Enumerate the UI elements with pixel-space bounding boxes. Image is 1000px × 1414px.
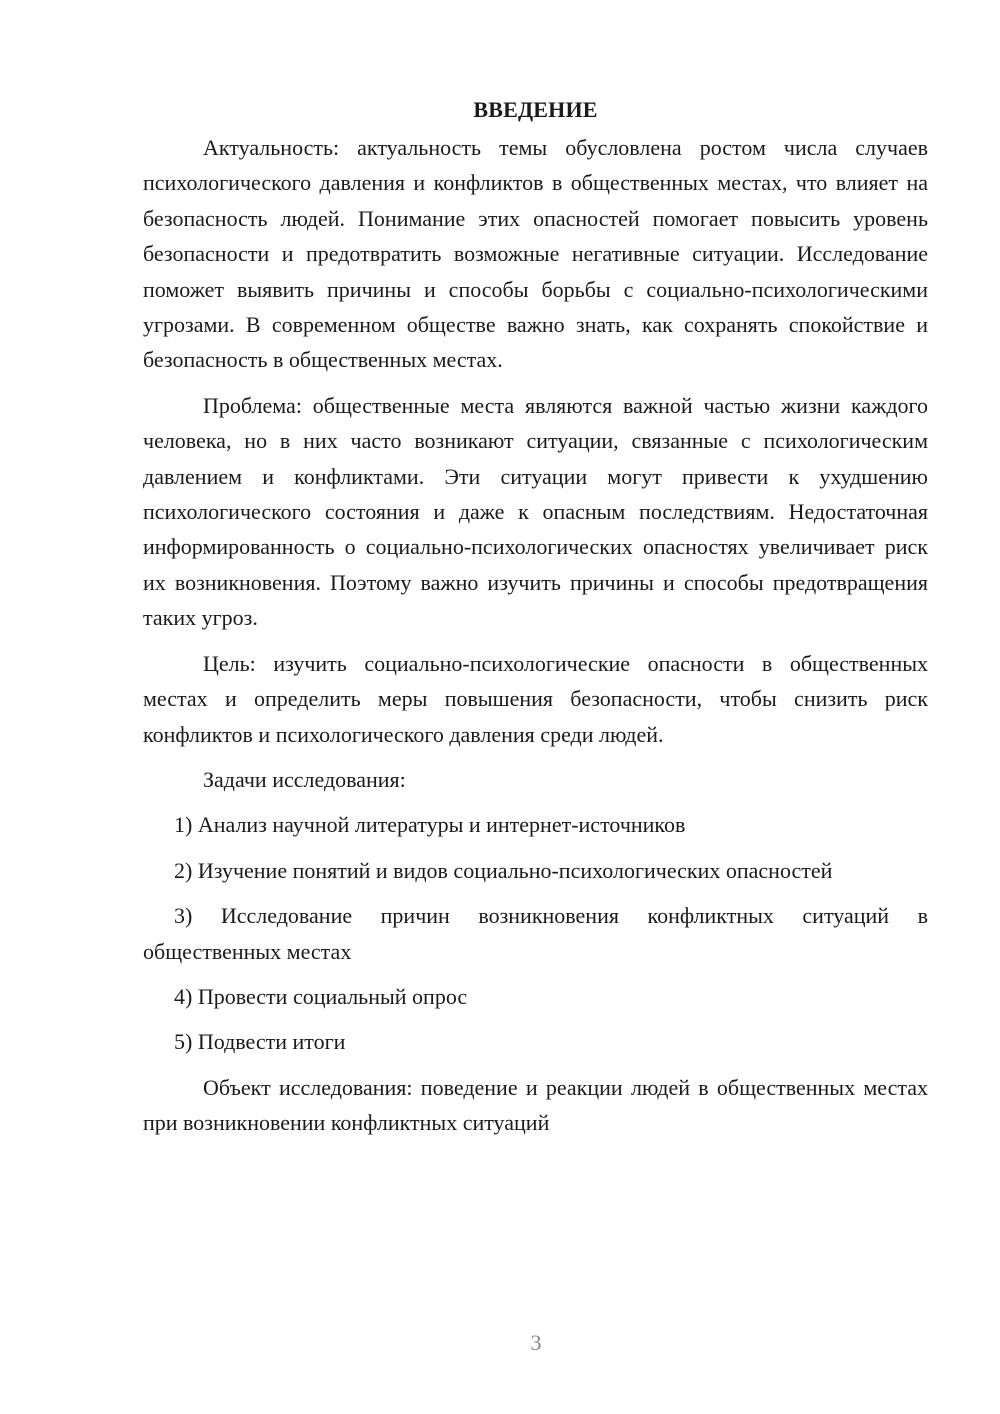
paragraph-problem: Проблема: общественные места являются важной частью жизни каждого человека, но в них часто возникают ситуации, связанные с психологическим давлением и конфликтами. Эти ситуации могут привести к ухудшению психологического состояния и даже к опасным последствиям. Недостаточная информированность о социально-психологических опасностях увеличивает риск их возникновения. Поэтому важно изучить причины и способы предотвращения таких угроз. bbox=[143, 392, 928, 631]
paragraph-relevance: Актуальность: актуальность темы обусловлена ростом числа случаев психологического давления и конфликтов в общественных местах, что влияет на безопасность людей. Понимание этих опасностей помогает повысить уровень безопасности и предотвратить возможные негативные ситуации. Исследование поможет выявить причины и способы борьбы с социально-психологическими угрозами. В современном обществе важно знать, как сохранять спокойствие и безопасность в общественных местах. bbox=[143, 135, 928, 373]
paragraph-goal: Цель: изучить социально-психологические опасности в общественных местах и определить меры повышения безопасности, чтобы снизить риск конфликтов и психологического давления среди людей. bbox=[143, 650, 928, 747]
list-item: 1) Анализ научной литературы и интернет-источников bbox=[174, 812, 686, 838]
tasks-list bbox=[143, 807, 928, 1059]
tasks-title: Задачи исследования: bbox=[203, 766, 406, 792]
page-heading: ВВЕДЕНИЕ bbox=[473, 97, 598, 122]
list-item: 2) Изучение понятий и видов социально-психологических опасностей bbox=[174, 857, 833, 883]
page-number: 3 bbox=[530, 1330, 542, 1355]
document-page bbox=[143, 92, 928, 1151]
list-item: 3) Исследование причин возникновения конфликтных ситуаций в общественных местах bbox=[143, 903, 928, 964]
list-item: 5) Подвести итоги bbox=[174, 1029, 346, 1055]
list-item: 4) Провести социальный опрос bbox=[174, 983, 468, 1009]
paragraph-object: Объект исследования: поведение и реакции людей в общественных местах при возникновении конфликтных ситуаций bbox=[143, 1074, 928, 1136]
